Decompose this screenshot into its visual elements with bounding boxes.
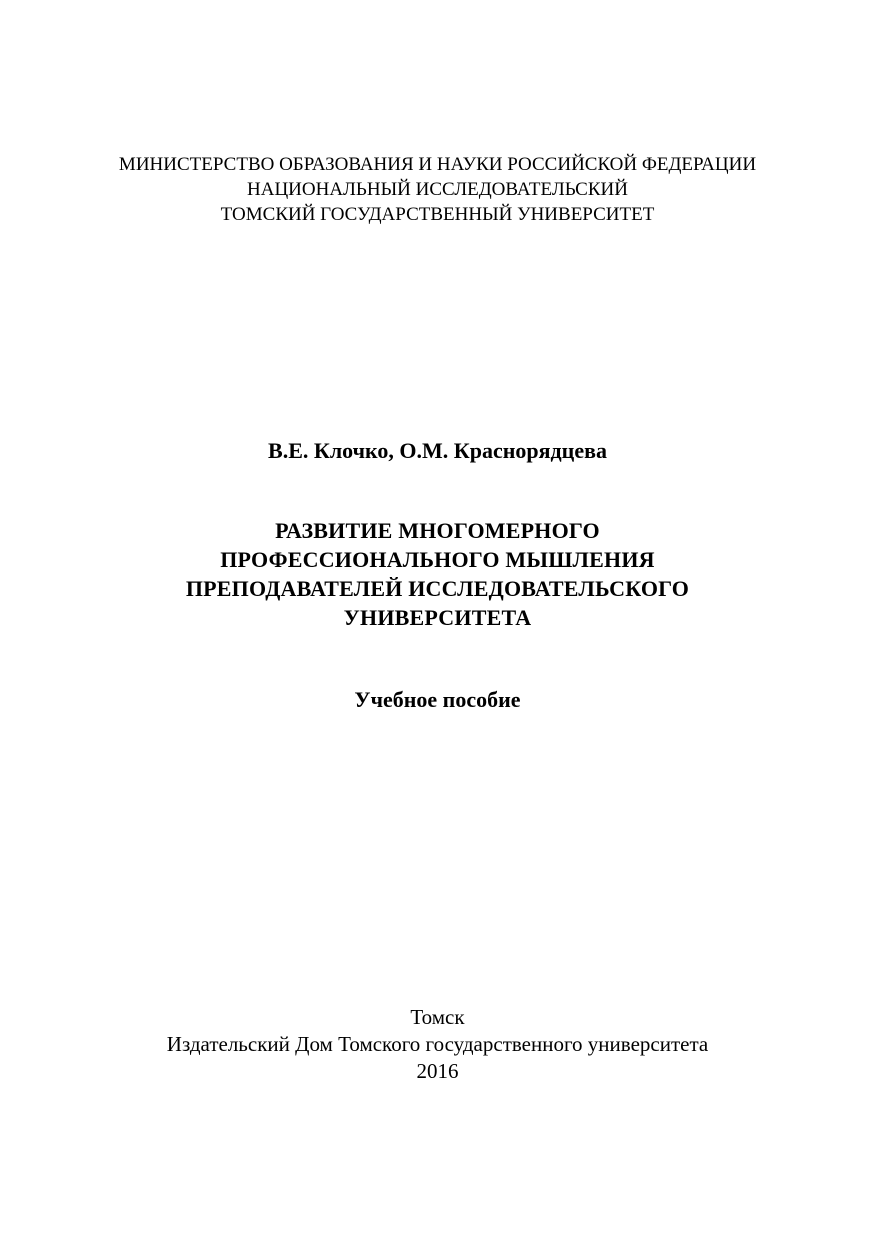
imprint-publisher: Издательский Дом Томского государственного университета (166, 1032, 709, 1056)
book-title-line: УНИВЕРСИТЕТА (343, 605, 532, 630)
imprint-city: Томск (410, 1005, 465, 1029)
book-title-line: РАЗВИТИЕ МНОГОМЕРНОГО (275, 518, 600, 543)
book-title-line: ПРЕПОДАВАТЕЛЕЙ ИССЛЕДОВАТЕЛЬСКОГО (185, 576, 690, 601)
imprint (0, 1004, 875, 1085)
imprint-year: 2016 (416, 1059, 459, 1083)
institution-line-university: ТОМСКИЙ ГОСУДАРСТВЕННЫЙ УНИВЕРСИТЕТ (220, 204, 655, 225)
book-title-line: ПРОФЕССИОНАЛЬНОГО МЫШЛЕНИЯ (220, 547, 655, 572)
book-authors: В.Е. Клочко, О.М. Краснорядцева (268, 438, 607, 463)
institution-line-national: НАЦИОНАЛЬНЫЙ ИССЛЕДОВАТЕЛЬСКИЙ (247, 179, 628, 200)
institution-line-ministry: МИНИСТЕРСТВО ОБРАЗОВАНИЯ И НАУКИ РОССИЙСКОЙ ФЕДЕРАЦИИ (118, 154, 757, 175)
institution-header (0, 152, 875, 227)
book-title (0, 516, 875, 632)
book-subtitle: Учебное пособие (354, 687, 521, 712)
